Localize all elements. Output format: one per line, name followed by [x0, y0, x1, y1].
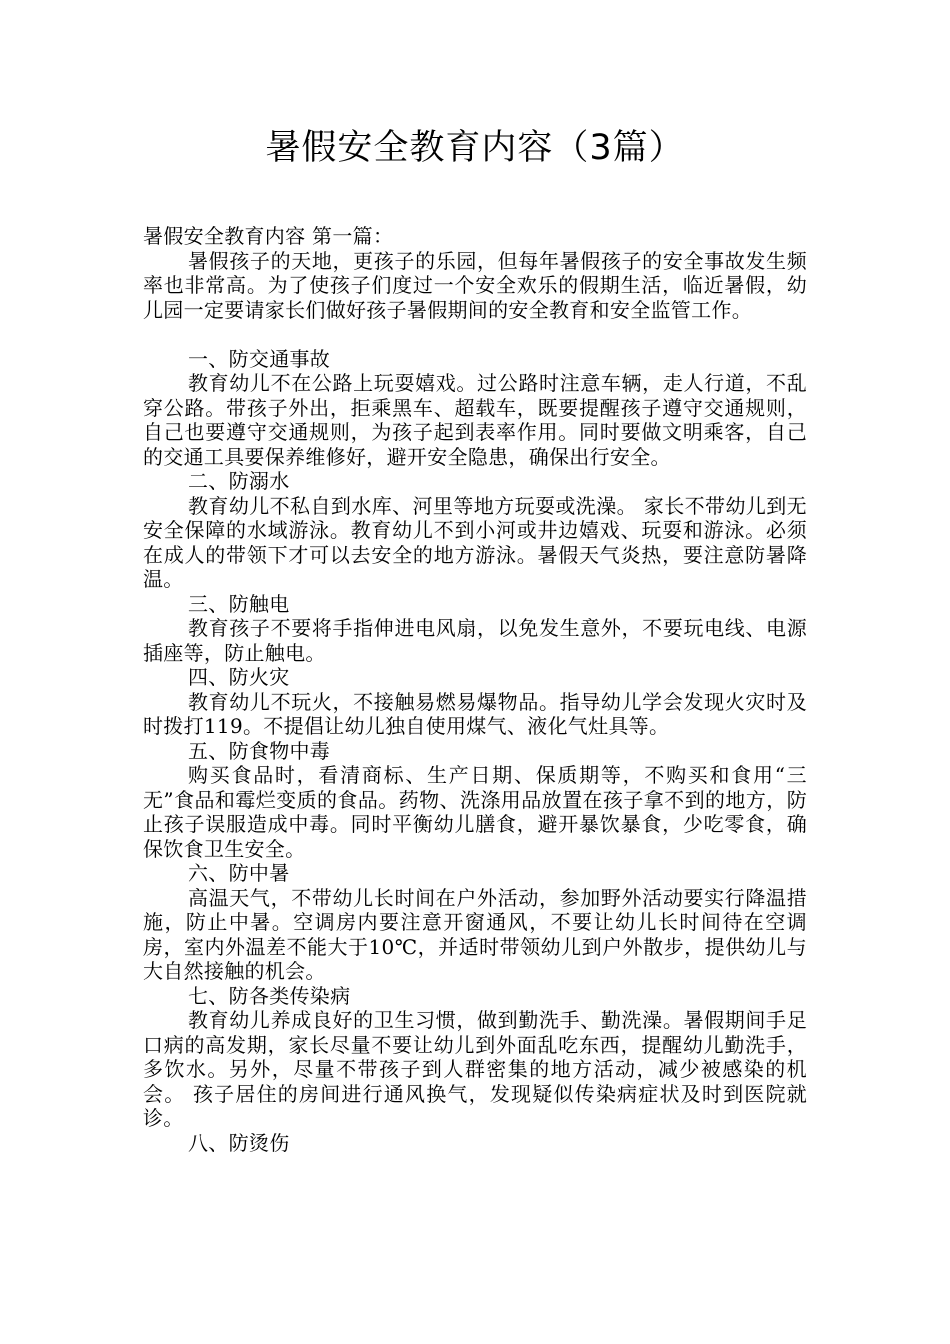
section-paragraph: 教育幼儿养成良好的卫生习惯，做到勤洗手、勤洗澡。暑假期间手足口病的高发期，家长尽量不要让幼儿到外面乱吃东西，提醒幼儿勤洗手，多饮水。另外，尽量不带孩子到人群密集的地方活动，减少被感染的机会。 孩子居住的房间进行通风换气，发现疑似传染病症状及时到医院就诊。 [143, 1008, 807, 1130]
document-body [143, 224, 807, 1155]
section-paragraph: 教育幼儿不在公路上玩耍嬉戏。过公路时注意车辆，走人行道，不乱穿公路。带孩子外出，拒乘黑车、超载车，既要提醒孩子遵守交通规则，自己也要遵守交通规则，为孩子起到表率作用。同时要做文明乘客，自己的交通工具要保养维修好，避开安全隐患，确保出行安全。 [143, 371, 807, 469]
section-paragraph: 高温天气，不带幼儿长时间在户外活动，参加野外活动要实行降温措施，防止中暑。空调房内要注意开窗通风，不要让幼儿长时间待在空调房，室内外温差不能大于10℃，并适时带领幼儿到户外散步，提供幼儿与大自然接触的机会。 [143, 885, 807, 983]
section-heading: 六、防中暑 [188, 861, 290, 885]
section-heading: 八、防烫伤 [188, 1130, 290, 1155]
section-heading: 一、防交通事故 [188, 346, 331, 371]
section-paragraph: 教育孩子不要将手指伸进电风扇，以免发生意外，不要玩电线、电源插座等，防止触电。 [143, 616, 807, 665]
section-heading: 五、防食物中毒 [188, 738, 331, 763]
section-paragraph: 教育幼儿不私自到水库、河里等地方玩耍或洗澡。 家长不带幼儿到无安全保障的水域游泳。教育幼儿不到小河或井边嬉戏、玩耍和游泳。必须在成人的带领下才可以去安全的地方游泳。暑假天气炎热，要注意防暑降温。 [143, 493, 807, 591]
section-heading: 四、防火灾 [188, 665, 290, 689]
section-heading: 二、防溺水 [188, 469, 290, 493]
section-paragraph: 教育幼儿不玩火，不接触易燃易爆物品。指导幼儿学会发现火灾时及时拨打119。不提倡让幼儿独自使用煤气、液化气灶具等。 [143, 689, 807, 738]
blank-line [143, 322, 807, 347]
document-title: 暑假安全教育内容（3篇） [265, 128, 685, 168]
section-heading: 三、防触电 [188, 591, 290, 616]
section-paragraph: 购买食品时，看清商标、生产日期、保质期等，不购买和食用“三无”食品和霉烂变质的食品。药物、洗涤用品放置在孩子拿不到的地方，防止孩子误服造成中毒。同时平衡幼儿膳食，避开暴饮暴食，少吃零食，确保饮食卫生安全。 [143, 763, 807, 861]
intro-label: 暑假安全教育内容 第一篇： [143, 224, 394, 248]
section-heading: 七、防各类传染病 [188, 983, 351, 1008]
intro-paragraph: 暑假孩子的天地，更孩子的乐园，但每年暑假孩子的安全事故发生频率也非常高。为了使孩子们度过一个安全欢乐的假期生活，临近暑假，幼儿园一定要请家长们做好孩子暑假期间的安全教育和安全监管工作。 [143, 248, 807, 322]
